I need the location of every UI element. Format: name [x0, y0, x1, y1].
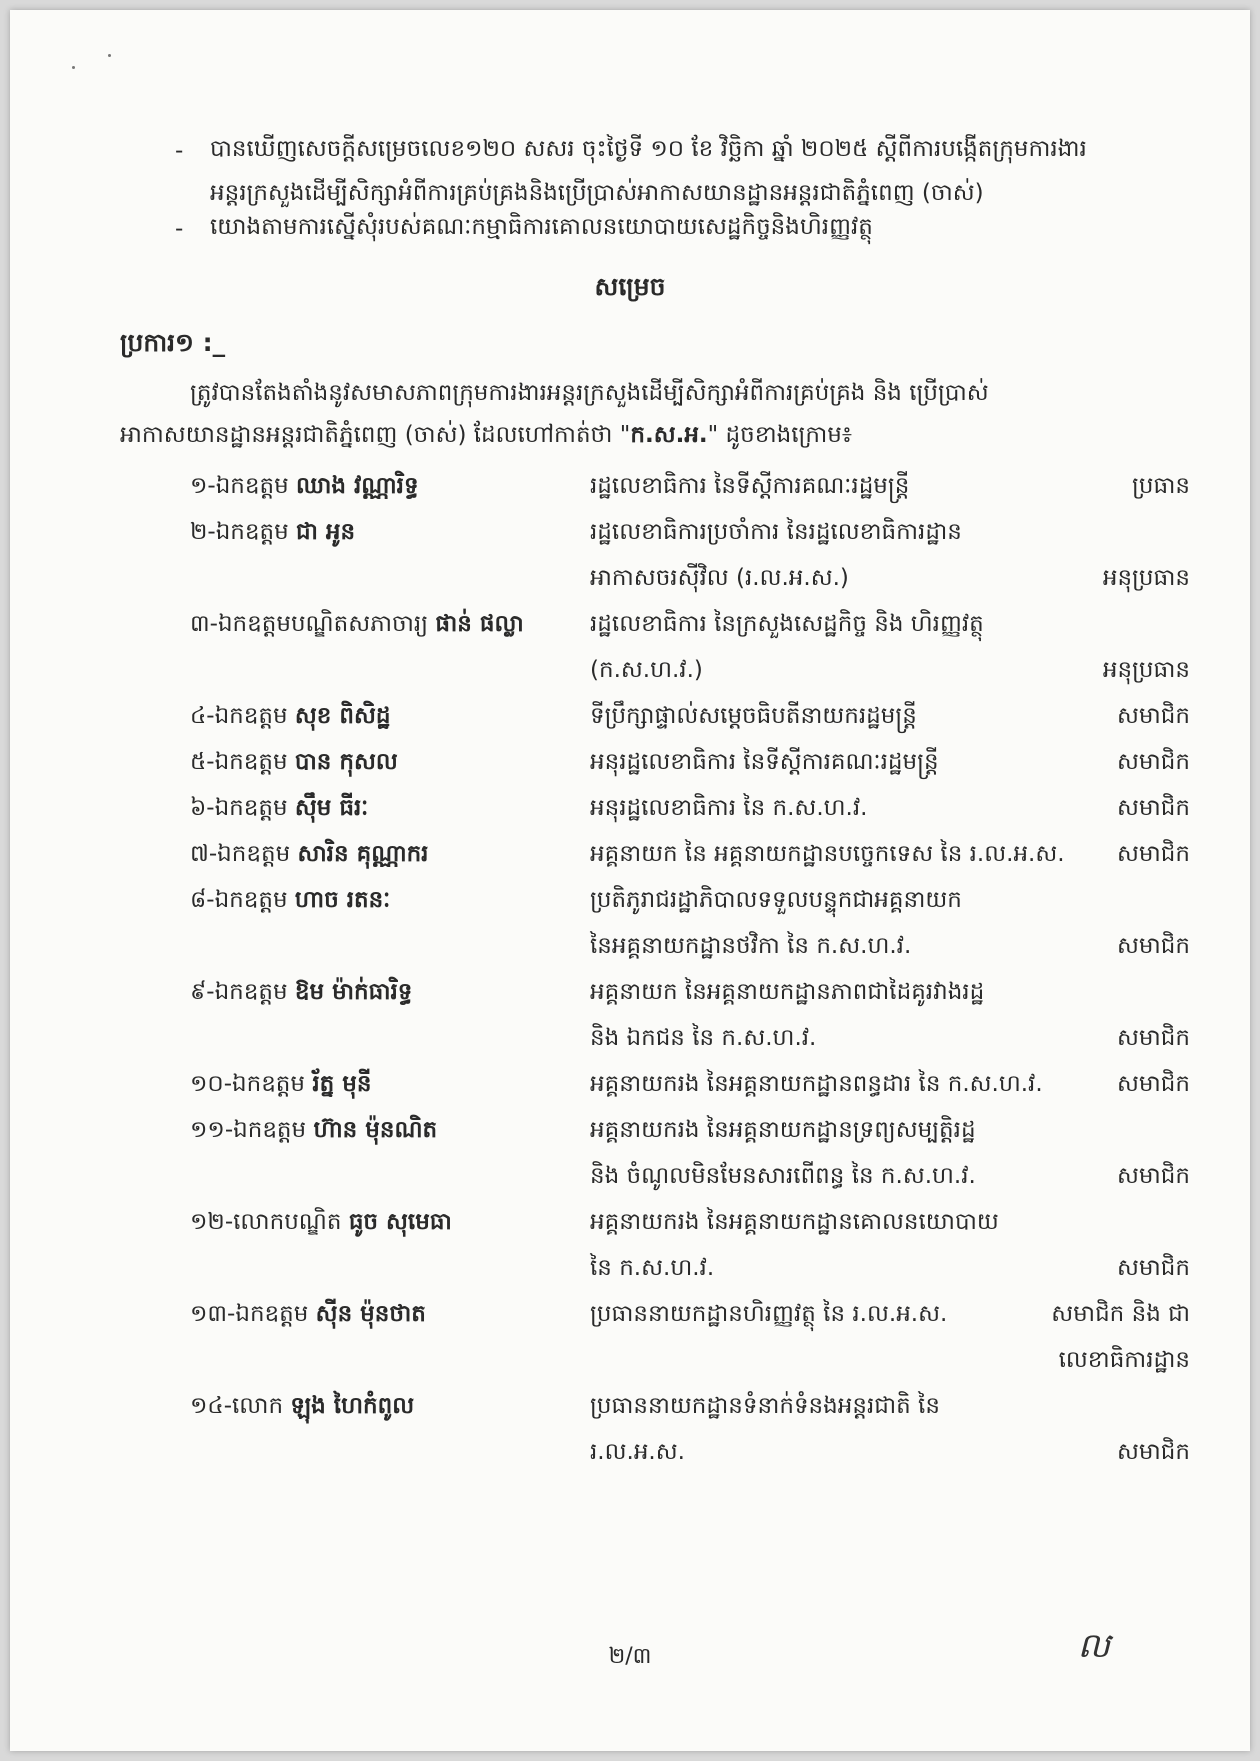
article-text-post: " ដូចខាងក្រោម៖	[707, 422, 853, 448]
preamble-line-3: យោងតាមការស្នើសុំរបស់គណៈកម្មាធិការគោលនយោបាយសេដ្ឋកិច្ចនិងហិរញ្ញវត្ថុ	[210, 214, 873, 240]
member-title: និង ចំណូលមិនមែនសារពើពន្ធ នៃ ក.ស.ហ.វ.	[590, 1163, 976, 1189]
member-name	[190, 978, 412, 1011]
member-role: សមាជិក	[1117, 1071, 1190, 1097]
member-role: លេខាធិការដ្ឋាន	[1058, 1347, 1190, 1373]
member-title: ប្រធាននាយកដ្ឋានហិរញ្ញវត្ថុ នៃ រ.ល.អ.ស.	[590, 1301, 948, 1327]
member-role: សមាជិក	[1117, 703, 1190, 729]
member-prefix: ១៤-លោក	[190, 1393, 291, 1419]
page-number: ២/៣	[608, 1644, 652, 1669]
member-role: សមាជិក	[1117, 841, 1190, 867]
member-role: ប្រធាន	[1132, 473, 1190, 499]
member-name	[190, 840, 428, 873]
scan-speck	[108, 54, 111, 57]
member-prefix: ៩-ឯកឧត្តម	[190, 979, 295, 1005]
member-title: ប្រធាននាយកដ្ឋានទំនាក់ទំនងអន្តរជាតិ នៃ	[590, 1393, 940, 1419]
member-title: (ក.ស.ហ.វ.)	[590, 657, 703, 683]
member-name	[190, 472, 419, 505]
member-prefix: ៧-ឯកឧត្តម	[190, 841, 298, 867]
member-title: អគ្គនាយក នៃ អគ្គនាយកដ្ឋានបច្ចេកទេស នៃ រ.ល.អ.ស.	[590, 841, 1065, 867]
member-name	[190, 1392, 414, 1425]
handwritten-initial: ល	[1077, 1626, 1110, 1666]
member-role: អនុប្រធាន	[1102, 565, 1190, 591]
member-title: ប្រតិភូរាជរដ្ឋាភិបាលទទួលបន្ទុកជាអគ្គនាយក	[590, 887, 962, 913]
member-full-name: ឈាង វណ្ណារិទ្ធ	[296, 473, 419, 499]
decision-heading: សម្រេច	[594, 272, 666, 301]
member-full-name: ហ៊ាន ម៉ុនណិត	[313, 1117, 438, 1143]
member-title: នៃ ក.ស.ហ.វ.	[590, 1255, 715, 1281]
member-title: អាកាសចរស៊ីវិល (រ.ល.អ.ស.)	[590, 565, 849, 591]
scan-speck	[72, 66, 75, 69]
member-title: រដ្ឋលេខាធិការប្រចាំការ នៃរដ្ឋលេខាធិការដ្ឋាន	[590, 519, 962, 545]
member-title: នៃអគ្គនាយកដ្ឋានថវិកា នៃ ក.ស.ហ.វ.	[590, 933, 912, 959]
member-full-name: ឡុង ហៃកំពូល	[290, 1393, 415, 1419]
member-name	[190, 886, 390, 919]
member-full-name: ហាច រតនៈ	[294, 887, 391, 913]
member-title: អនុរដ្ឋលេខាធិការ នៃ ក.ស.ហ.វ.	[590, 795, 868, 821]
member-role: សមាជិក	[1117, 1439, 1190, 1465]
member-prefix: ១២-លោកបណ្ឌិត	[190, 1209, 349, 1235]
document-page	[10, 10, 1250, 1751]
member-full-name: រ័ត្ន មុនី	[312, 1071, 372, 1097]
member-prefix: ៦-ឯកឧត្តម	[190, 795, 295, 821]
member-prefix: ១៣-ឯកឧត្តម	[190, 1301, 316, 1327]
member-full-name: ឱម ម៉ាក់ធារិទ្ធ	[294, 979, 413, 1005]
member-title: រដ្ឋលេខាធិការ នៃទីស្តីការគណៈរដ្ឋមន្ត្រី	[590, 473, 910, 499]
member-title: អនុរដ្ឋលេខាធិការ នៃទីស្តីការគណៈរដ្ឋមន្ត្រី	[590, 749, 939, 775]
member-title: និង ឯកជន នៃ ក.ស.ហ.វ.	[590, 1025, 817, 1051]
member-prefix: ៥-ឯកឧត្តម	[190, 749, 295, 775]
member-full-name: បាន កុសល	[294, 749, 398, 775]
member-title: អគ្គនាយករង នៃអគ្គនាយកដ្ឋានពន្ធដារ នៃ ក.ស.ហ.វ.	[590, 1071, 1043, 1097]
article-text-pre: អាកាសយានដ្ឋានអន្តរជាតិភ្នំពេញ (ចាស់) ដែលហៅកាត់ថា "	[120, 422, 631, 448]
member-name	[190, 610, 524, 643]
member-name	[190, 1208, 452, 1241]
member-full-name: ស៊ឹម ធីរៈ	[294, 795, 369, 821]
member-title: អគ្គនាយក នៃអគ្គនាយកដ្ឋានភាពជាដៃគូរវាងរដ្ឋ	[590, 979, 985, 1005]
member-name	[190, 1300, 426, 1333]
member-name	[190, 794, 368, 827]
member-role: អនុប្រធាន	[1102, 657, 1190, 683]
member-role: សមាជិក	[1117, 1025, 1190, 1051]
member-prefix: ៣-ឯកឧត្តមបណ្ឌិតសភាចារ្យ	[190, 611, 436, 637]
article-abbreviation: ក.ស.អ.	[630, 422, 708, 448]
member-role: សមាជិក	[1117, 1163, 1190, 1189]
member-full-name: សុខ ពិសិដ្ឋ	[294, 703, 391, 729]
article-label: ប្រការ១ :_	[120, 328, 226, 357]
member-prefix: ៤-ឯកឧត្តម	[190, 703, 295, 729]
member-role: សមាជិក និង ជា	[1051, 1301, 1190, 1327]
member-name	[190, 702, 391, 735]
member-title: អគ្គនាយករង នៃអគ្គនាយកដ្ឋានទ្រព្យសម្បត្តិរដ្ឋ	[590, 1117, 976, 1143]
preamble-line-1: បានឃើញសេចក្តីសម្រេចលេខ១២០ សសរ ចុះថ្ងៃទី ១០ ខែ វិច្ឆិកា ឆ្នាំ ២០២៥ ស្តីពីការបង្កើតក្រុមការងារ	[210, 136, 1087, 162]
member-prefix: ២-ឯកឧត្តម	[190, 519, 297, 545]
member-name	[190, 1116, 437, 1149]
preamble-line-2: អន្តរក្រសួងដើម្បីសិក្សាអំពីការគ្រប់គ្រងនិងប្រើប្រាស់អាកាសយានដ្ឋានអន្តរជាតិភ្នំពេញ (ចាស់)	[210, 180, 984, 206]
member-full-name: ផាន់ ផល្លា	[435, 611, 524, 637]
member-role: សមាជិក	[1117, 933, 1190, 959]
member-name	[190, 1070, 371, 1103]
member-full-name: ស៊ីន ម៉ុនថាត	[315, 1301, 426, 1327]
member-title: ទីប្រឹក្សាផ្ទាល់សម្តេចធិបតីនាយករដ្ឋមន្ត្រី	[590, 703, 917, 729]
member-role: សមាជិក	[1117, 1255, 1190, 1281]
member-title: អគ្គនាយករង នៃអគ្គនាយកដ្ឋានគោលនយោបាយ	[590, 1209, 999, 1235]
member-prefix: ១០-ឯកឧត្តម	[190, 1071, 313, 1097]
member-full-name: ជា អូន	[296, 519, 356, 545]
member-prefix: ១១-ឯកឧត្តម	[190, 1117, 314, 1143]
member-full-name: សារិន គុណ្ណាករ	[297, 841, 429, 867]
article-text-line-2	[120, 424, 852, 447]
member-full-name: ធូច សុមេធា	[348, 1209, 452, 1235]
member-prefix: ៨-ឯកឧត្តម	[190, 887, 295, 913]
member-prefix: ១-ឯកឧត្តម	[190, 473, 297, 499]
member-name	[190, 748, 398, 781]
member-title: រដ្ឋលេខាធិការ នៃក្រសួងសេដ្ឋកិច្ច និង ហិរញ្ញវត្ថុ	[590, 611, 984, 637]
preamble-dash: -	[175, 138, 184, 164]
member-title: រ.ល.អ.ស.	[590, 1439, 685, 1465]
member-role: សមាជិក	[1117, 795, 1190, 821]
article-text-line-1: ត្រូវបានតែងតាំងនូវសមាសភាពក្រុមការងារអន្តរក្រសួងដើម្បីសិក្សាអំពីការគ្រប់គ្រង និង ប្រើប្រាស់	[190, 380, 989, 406]
member-role: សមាជិក	[1117, 749, 1190, 775]
preamble-dash: -	[175, 216, 184, 242]
member-name	[190, 518, 355, 551]
